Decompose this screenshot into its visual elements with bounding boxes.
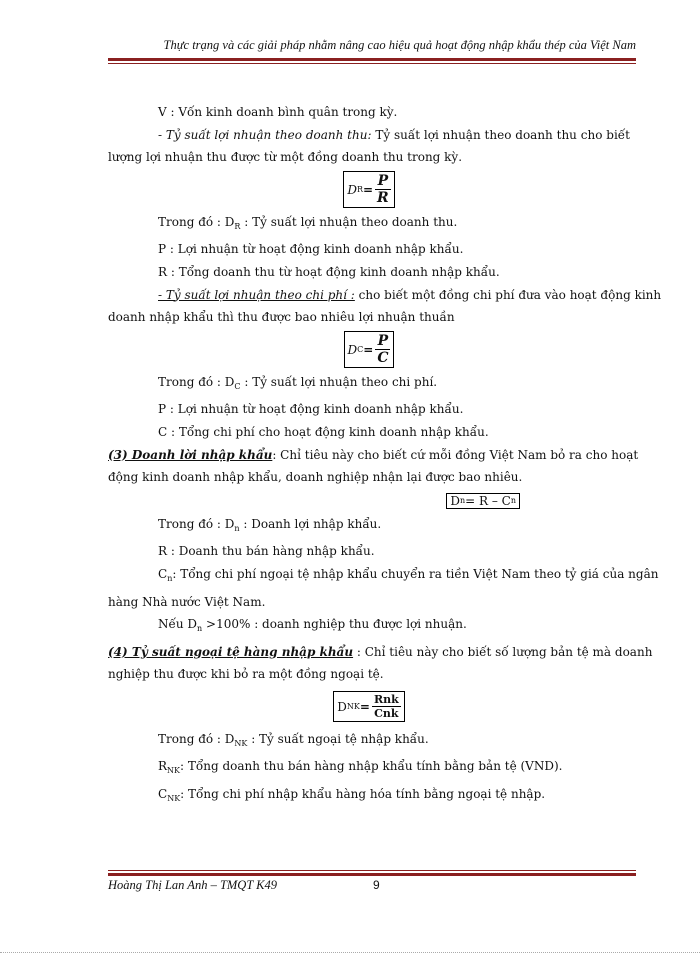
text-line: P : Lợi nhuận từ hoạt động kinh doanh nhập khẩu. xyxy=(158,402,464,417)
subscript: NK xyxy=(167,766,181,776)
section-heading: (3) Doanh lời nhập khẩu xyxy=(108,447,273,462)
text-line xyxy=(108,444,639,467)
text-line: động kinh doanh nhập khẩu, doanh nghiệp nhận lại được bao nhiêu. xyxy=(108,470,523,485)
page-edge-divider xyxy=(0,952,700,953)
term: - Tỷ suất lợi nhuận theo doanh thu: xyxy=(158,127,372,142)
text: Nếu D xyxy=(158,617,198,632)
text: : Tỷ suất lợi nhuận theo doanh thu. xyxy=(240,214,458,229)
text-line xyxy=(108,783,630,811)
denominator: Cnk xyxy=(374,707,399,721)
text: : Tỷ suất ngoại tệ nhập khẩu. xyxy=(247,731,429,746)
text: Trong đó : D xyxy=(158,214,235,229)
text-line xyxy=(108,563,659,591)
text-line: nghiệp thu được khi bỏ ra một đồng ngoại tệ. xyxy=(108,667,384,682)
fraction xyxy=(375,334,390,365)
text-line: P : Lợi nhuận từ hoạt động kinh doanh nhập khẩu. xyxy=(158,242,464,257)
formula-row xyxy=(108,169,630,211)
formula-row xyxy=(108,489,630,513)
formula-lhs: D xyxy=(337,699,347,714)
text: : Chỉ tiêu này cho biết cứ mỗi đồng Việt Nam bỏ ra cho hoạt xyxy=(272,447,639,462)
denominator: R xyxy=(377,190,389,207)
formula-dr xyxy=(343,171,394,208)
subscript: n xyxy=(167,573,173,583)
text-line: hàng Nhà nước Việt Nam. xyxy=(108,594,266,609)
formula-lhs: D xyxy=(347,182,357,197)
text: Trong đó : D xyxy=(158,731,235,746)
formula-rhs: = R – C xyxy=(465,493,511,508)
formula-eq: = xyxy=(362,182,374,197)
formula-row xyxy=(108,686,630,728)
formula-sub: n xyxy=(459,495,466,505)
header-rule xyxy=(108,58,636,64)
text: R xyxy=(158,759,168,774)
text-line: R : Tổng doanh thu từ hoạt động kinh doanh nhập khẩu. xyxy=(158,264,500,279)
text-line xyxy=(108,284,662,307)
text-line: V : Vốn kinh doanh bình quân trong kỳ. xyxy=(158,105,398,119)
text-line xyxy=(108,755,630,783)
numerator: P xyxy=(377,173,389,190)
text: : Tổng chi phí nhập khẩu hàng hóa tính bằng ngoại tệ nhập. xyxy=(180,787,546,802)
numerator: P xyxy=(377,333,389,350)
footer-rule xyxy=(108,870,636,876)
footer-author: Hoàng Thị Lan Anh – TMQT K49 xyxy=(108,878,278,892)
text: Trong đó : D xyxy=(158,516,235,531)
formula-sub: NK xyxy=(346,701,360,711)
text-line xyxy=(108,124,630,147)
text-line xyxy=(108,211,630,239)
formula-eq: = xyxy=(359,699,370,714)
denominator: C xyxy=(377,350,389,367)
formula-sub: R xyxy=(356,184,363,194)
formula-dnk xyxy=(333,691,404,722)
text: : Tổng doanh thu bán hàng nhập khẩu tính bằng bản tệ (VND). xyxy=(180,759,563,774)
text-line xyxy=(108,641,653,664)
text: : Tổng chi phí ngoại tệ nhập khẩu chuyển ra tiền Việt Nam theo tỷ giá của ngân xyxy=(172,566,659,581)
formula-dn xyxy=(446,493,520,509)
text: : Doanh lợi nhập khẩu. xyxy=(239,516,382,531)
text: Trong đó : D xyxy=(158,374,235,389)
text-line: lượng lợi nhuận thu được từ một đồng doanh thu trong kỳ. xyxy=(108,150,463,165)
text-line: R : Doanh thu bán hàng nhập khẩu. xyxy=(158,544,375,559)
formula-lhs: D xyxy=(450,493,460,508)
text-line: doanh nhập khẩu thì thu được bao nhiêu lợi nhuận thuần xyxy=(108,310,455,325)
text-line xyxy=(108,513,630,541)
formula-sub: C xyxy=(357,344,364,354)
numerator: Rnk xyxy=(373,693,399,707)
formula-eq: = xyxy=(363,342,374,357)
text: >100% : doanh nghiệp thu được lợi nhuận. xyxy=(202,617,467,632)
fraction xyxy=(372,694,401,719)
subscript: C xyxy=(234,381,241,391)
subscript: n xyxy=(197,624,203,634)
section-heading: (4) Tỷ suất ngoại tệ hàng nhập khẩu xyxy=(108,644,354,659)
text: C xyxy=(158,787,168,802)
subscript: NK xyxy=(234,738,248,748)
text: C xyxy=(158,566,168,581)
text-line xyxy=(108,728,630,756)
subscript: n xyxy=(234,523,240,533)
page-header: Thực trạng và các giải pháp nhằm nâng cao hiệu quả hoạt động nhập khẩu thép của Việt Nam xyxy=(163,38,636,52)
text-line xyxy=(108,371,630,399)
page-number: 9 xyxy=(373,878,380,892)
term: - Tỷ suất lợi nhuận theo chi phí : xyxy=(158,287,355,302)
formula-dc xyxy=(344,331,395,368)
text: cho biết một đồng chi phí đưa vào hoạt động kinh xyxy=(354,287,662,302)
text-line: C : Tổng chi phí cho hoạt động kinh doanh nhập khẩu. xyxy=(158,424,489,439)
subscript: R xyxy=(234,221,241,231)
text: : Chỉ tiêu này cho biết số lượng bản tệ mà doanh xyxy=(353,644,653,659)
formula-lhs: D xyxy=(347,342,358,357)
text-line xyxy=(108,613,630,641)
subscript: NK xyxy=(167,794,181,804)
text: Tỷ suất lợi nhuận theo doanh thu cho biết xyxy=(371,127,630,142)
text: : Tỷ suất lợi nhuận theo chi phí. xyxy=(240,374,438,389)
formula-row xyxy=(108,329,630,371)
formula-sub: n xyxy=(510,495,516,505)
page-content xyxy=(108,101,662,811)
fraction xyxy=(375,174,391,205)
